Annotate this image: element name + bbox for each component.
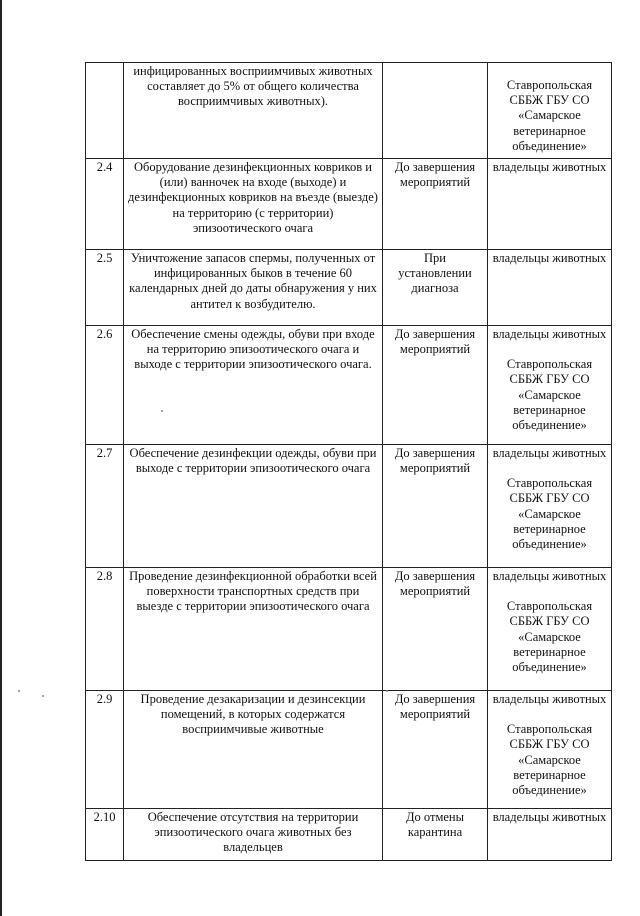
responsible-organization: Ставропольская СББЖ ГБУ СО «Самарское ветеринарное объединение» <box>506 357 593 433</box>
measure-term: При установлении диагноза <box>383 250 488 326</box>
measure-description: Уничтожение запасов спермы, полученных от инфицированных быков в течение 60 календарных дней до даты обнаружения у них антител к возбудителю. <box>124 250 383 326</box>
responsible-cell <box>488 691 612 809</box>
measures-table <box>85 62 612 861</box>
responsible-cell <box>488 159 612 250</box>
measure-description: Обеспечение смены одежды, обуви при входе на территорию эпизоотического очага и выходе с территории эпизоотического очага. <box>124 326 383 445</box>
responsible-organization: Ставропольская СББЖ ГБУ СО «Самарское ветеринарное объединение» <box>506 722 593 798</box>
responsible-organization: Ставропольская СББЖ ГБУ СО «Самарское ветеринарное объединение» <box>506 599 593 675</box>
measure-term: До завершения мероприятий <box>383 568 488 691</box>
table-row <box>86 63 612 159</box>
measure-term <box>383 63 488 159</box>
responsible-spacer <box>492 342 607 357</box>
measure-description: Проведение дезакаризации и дезинсекции помещений, в которых содержатся восприимчивые животные <box>124 691 383 809</box>
row-number: 2.9 <box>86 691 124 809</box>
scan-speck <box>42 695 44 697</box>
measure-description: Оборудование дезинфекционных ковриков и (или) ванночек на входе (выходе) и дезинфекционных ковриков на въезде (выезде) на территорию (с территории) эпизоотического очага <box>124 159 383 250</box>
row-number: 2.8 <box>86 568 124 691</box>
table-row <box>86 250 612 326</box>
table-row <box>86 445 612 568</box>
scan-speck <box>386 690 388 692</box>
measure-term: До завершения мероприятий <box>383 326 488 445</box>
responsible-cell <box>488 250 612 326</box>
measure-term: До отмены карантина <box>383 809 488 861</box>
responsible-cell <box>488 326 612 445</box>
responsible-owners: владельцы животных <box>492 810 607 825</box>
row-number: 2.6 <box>86 326 124 445</box>
responsible-organization: Ставропольская СББЖ ГБУ СО «Самарское ветеринарное объединение» <box>506 476 593 552</box>
responsible-cell <box>488 63 612 159</box>
responsible-spacer <box>492 707 607 722</box>
responsible-owners: владельцы животных <box>492 251 607 266</box>
table-row <box>86 326 612 445</box>
row-number: 2.7 <box>86 445 124 568</box>
responsible-spacer <box>492 461 607 476</box>
responsible-cell <box>488 445 612 568</box>
table-row <box>86 809 612 861</box>
table-row <box>86 691 612 809</box>
responsible-cell <box>488 568 612 691</box>
measure-term: До завершения мероприятий <box>383 691 488 809</box>
measure-term: До завершения мероприятий <box>383 159 488 250</box>
responsible-owners: владельцы животных <box>492 692 607 707</box>
responsible-owners: владельцы животных <box>492 569 607 584</box>
responsible-organization: Ставропольская СББЖ ГБУ СО «Самарское ветеринарное объединение» <box>506 78 593 153</box>
responsible-owners: владельцы животных <box>492 446 607 461</box>
responsible-owners: владельцы животных <box>492 160 607 175</box>
row-number <box>86 63 124 159</box>
scan-speck <box>161 410 163 412</box>
responsible-owners: владельцы животных <box>492 327 607 342</box>
measure-description: инфицированных восприимчивых животных составляет до 5% от общего количества восприимчивых животных). <box>124 63 383 159</box>
measure-term: До завершения мероприятий <box>383 445 488 568</box>
table-row <box>86 159 612 250</box>
row-number: 2.5 <box>86 250 124 326</box>
page-left-edge <box>0 0 2 916</box>
measure-description: Проведение дезинфекционной обработки всей поверхности транспортных средств при выезде с территории эпизоотического очага <box>124 568 383 691</box>
table-row <box>86 568 612 691</box>
measure-description: Обеспечение отсутствия на территории эпизоотического очага животных без владельцев <box>124 809 383 861</box>
measure-description: Обеспечение дезинфекции одежды, обуви при выходе с территории эпизоотического очага <box>124 445 383 568</box>
row-number: 2.10 <box>86 809 124 861</box>
row-number: 2.4 <box>86 159 124 250</box>
scan-speck <box>18 690 20 692</box>
responsible-cell <box>488 809 612 861</box>
responsible-spacer <box>492 584 607 599</box>
